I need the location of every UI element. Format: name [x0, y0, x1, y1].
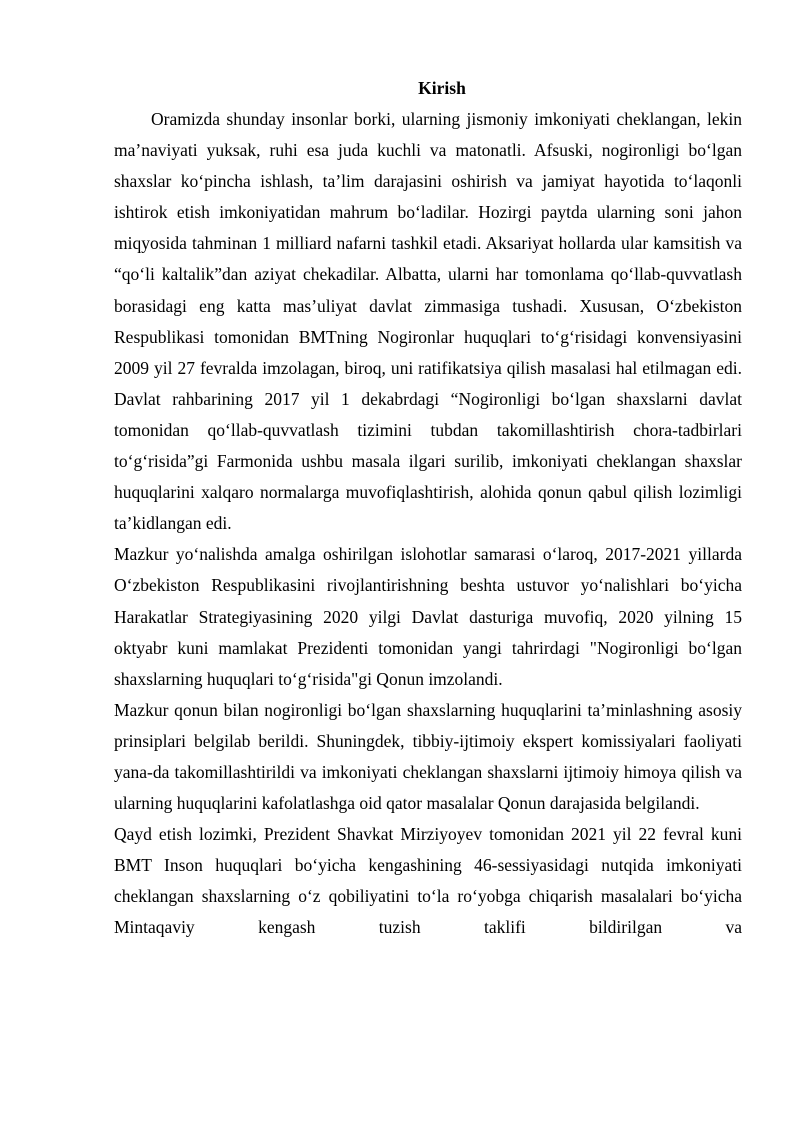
paragraph-intro: Oramizda shunday insonlar borki, ularning jismoniy imkoniyati cheklangan, lekin ma’naviyati yuksak, ruhi esa juda kuchli va matonatli. Afsuski, nogironligi bo‘lgan shaxslar ko‘pincha ishlash, ta’lim darajasini oshirish va jamiyat hayotida to‘laqonli ishtirok etish imkoniyatidan mahrum bo‘ladilar. Hozirgi paytda ularning soni jahon miqyosida tahminan 1 milliard nafarni tashkil etadi. Aksariyat hollarda ular kamsitish va “qo‘li kaltalik”dan aziyat chekadilar. Albatta, ularni har tomonlama qo‘llab-quvvatlash borasidagi eng katta mas’uliyat davlat zimmasiga tushadi. Xususan, O‘zbekiston Respublikasi tomonidan BMTning Nogironlar huquqlari to‘g‘risidagi konvensiyasini 2009 yil 27 fevralda imzolagan, biroq, uni ratifikatsiya qilish masalasi hal etilmagan edi. Davlat rahbarining 2017 yil 1 dekabrdagi “Nogironligi bo‘lgan shaxslarni davlat tomonidan qo‘llab-quvvatlash tizimini tubdan takomillashtirish chora-tadbirlari to‘g‘risida”gi Farmonida ushbu masala ilgari surilib, imkoniyati cheklangan shaxslar huquqlarini xalqaro normalarga muvofiqlashtirish, alohida qonun qabul qilish lozimligi ta’kidlangan edi. — [114, 109, 742, 534]
paragraph-law: Mazkur qonun bilan nogironligi bo‘lgan shaxslarning huquqlarini ta’minlashning asosiy prinsiplari belgilab berildi. Shuningdek, tibbiy-ijtimoiy ekspert komissiyalari faoliyati yana-da takomillashtirildi va imkoniyati cheklangan shaxslarni ijtimoiy himoya qilish va ularning huquqlarini kafolatlashga oid qator masalalar Qonun darajasida belgilandi. — [114, 699, 742, 814]
document-page — [114, 72, 742, 944]
paragraph-reforms: Mazkur yo‘nalishda amalga oshirilgan islohotlar samarasi o‘laroq, 2017-2021 yillarda O‘zbekiston Respublikasini rivojlantirishning beshta ustuvor yo‘nalishlari bo‘yicha Harakatlar Strategiyasining 2020 yilgi Davlat dasturiga muvofiq, 2020 yilning 15 oktyabr kuni mamlakat Prezidenti tomonidan yangi tahrirdagi "Nogironligi bo‘lgan shaxslarning huquqlari to‘g‘risida"gi Qonun imzolandi. — [114, 544, 742, 689]
page-title: Kirish — [418, 78, 466, 98]
paragraph-president-speech: Qayd etish lozimki, Prezident Shavkat Mirziyoyev tomonidan 2021 yil 22 fevral kuni BMT Inson huquqlari bo‘yicha kengashining 46-sessiyasidagi nutqida imkoniyati cheklangan shaxslarning o‘z qobiliyatini to‘la ro‘yobga chiqarish masalalari bo‘yicha Mintaqaviy kengash tuzish taklifi bildirilgan va — [114, 824, 742, 938]
